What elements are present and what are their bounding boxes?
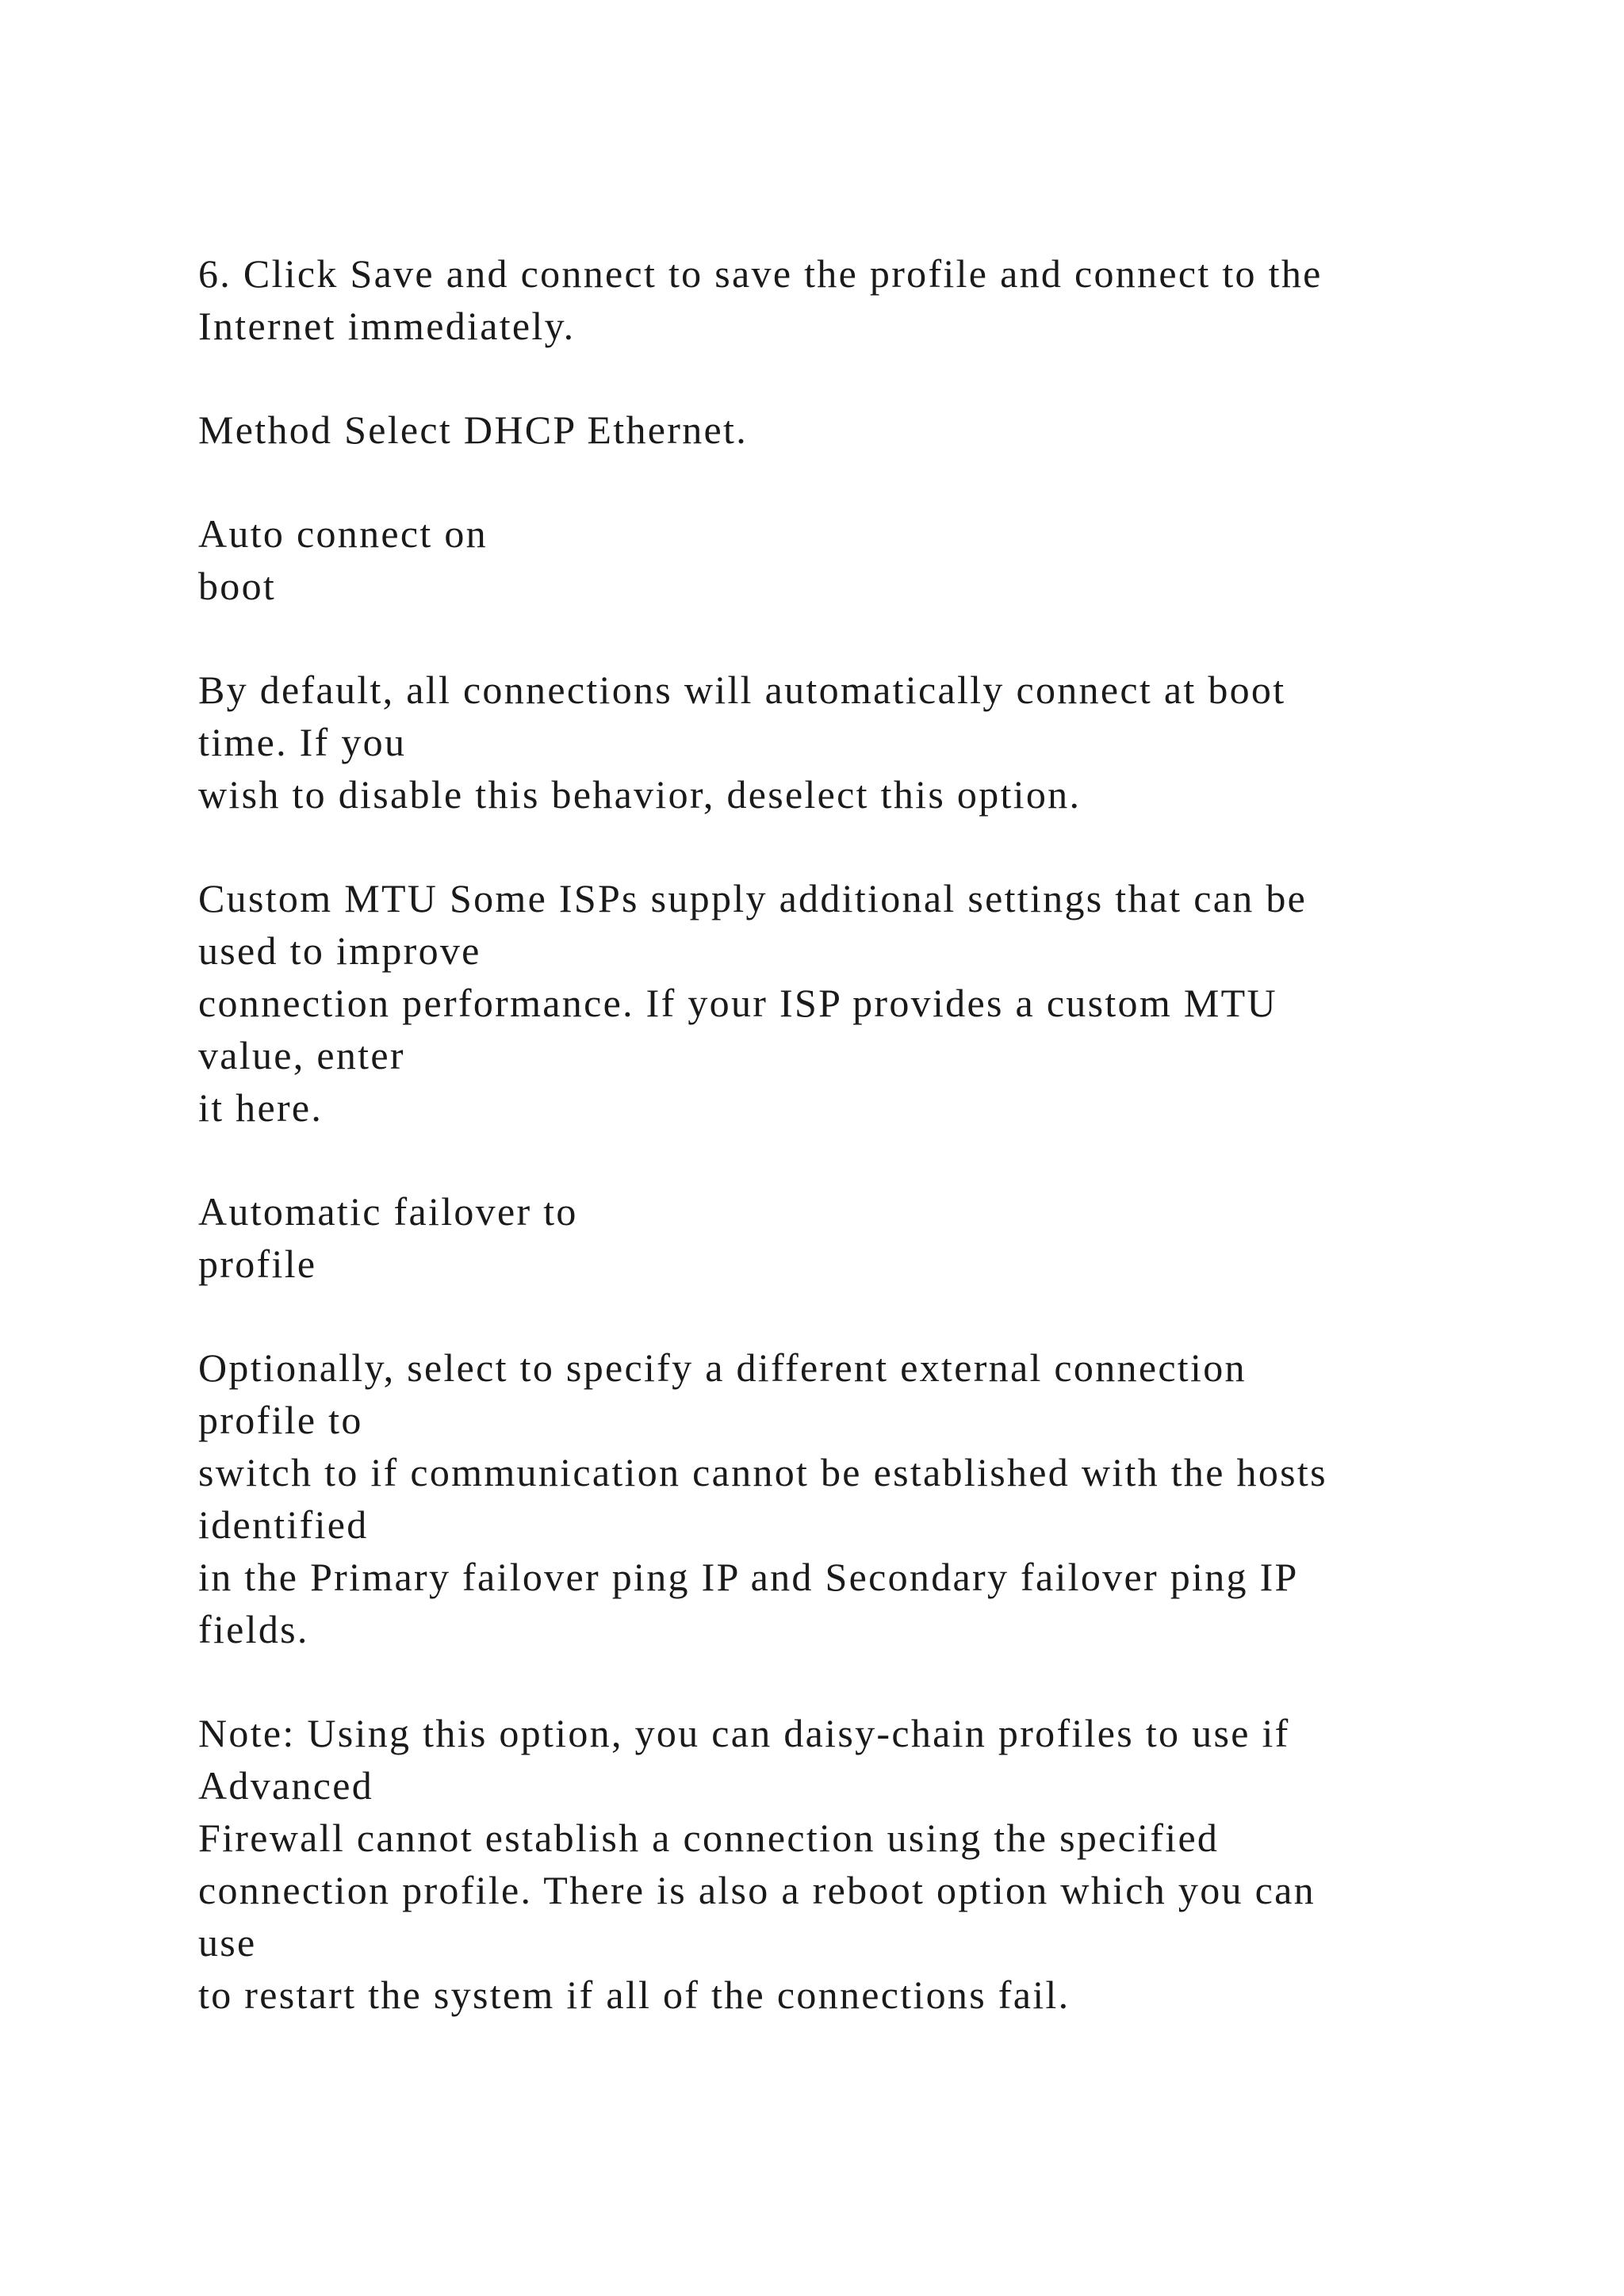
- text-line: switch to if communication cannot be established with the hosts: [198, 1450, 1327, 1494]
- note-paragraph: [198, 1707, 1499, 2021]
- text-line: it here.: [198, 1085, 324, 1130]
- automatic-failover-description: [198, 1341, 1499, 1655]
- text-line: profile to: [198, 1398, 363, 1442]
- text-line: Internet immediately.: [198, 304, 576, 348]
- text-line: identified: [198, 1502, 369, 1547]
- text-line: profile: [198, 1242, 317, 1286]
- text-line: to restart the system if all of the connections fail.: [198, 1973, 1071, 2017]
- text-line: boot: [198, 564, 277, 608]
- text-line: in the Primary failover ping IP and Secondary failover ping IP: [198, 1555, 1299, 1599]
- text-line: used to improve: [198, 928, 481, 973]
- custom-mtu-paragraph: [198, 872, 1499, 1134]
- text-line: Note: Using this option, you can daisy-chain profiles to use if: [198, 1711, 1290, 1755]
- text-line: wish to disable this behavior, deselect this option.: [198, 772, 1082, 817]
- auto-connect-term: [198, 507, 1499, 612]
- text-line: connection profile. There is also a reboot option which you can: [198, 1868, 1316, 1912]
- text-line: Advanced: [198, 1763, 374, 1808]
- document-body: [198, 247, 1499, 2072]
- text-line: Automatic failover to: [198, 1189, 578, 1234]
- text-line: Method Select DHCP Ethernet.: [198, 408, 748, 452]
- text-line: value, enter: [198, 1033, 405, 1077]
- text-line: By default, all connections will automatically connect at boot: [198, 668, 1286, 712]
- text-line: Firewall cannot establish a connection using the specified: [198, 1816, 1220, 1860]
- text-line: use: [198, 1920, 257, 1965]
- method-paragraph: [198, 404, 1499, 456]
- text-line: fields.: [198, 1607, 309, 1651]
- text-line: time. If you: [198, 720, 407, 764]
- auto-connect-description: [198, 664, 1499, 821]
- text-line: connection performance. If your ISP provides a custom MTU: [198, 981, 1277, 1025]
- step-6-paragraph: [198, 247, 1499, 352]
- text-line: 6. Click Save and connect to save the profile and connect to the: [198, 251, 1323, 296]
- text-line: Auto connect on: [198, 511, 488, 556]
- text-line: Optionally, select to specify a different external connection: [198, 1345, 1247, 1390]
- automatic-failover-term: [198, 1185, 1499, 1290]
- text-line: Custom MTU Some ISPs supply additional settings that can be: [198, 876, 1308, 920]
